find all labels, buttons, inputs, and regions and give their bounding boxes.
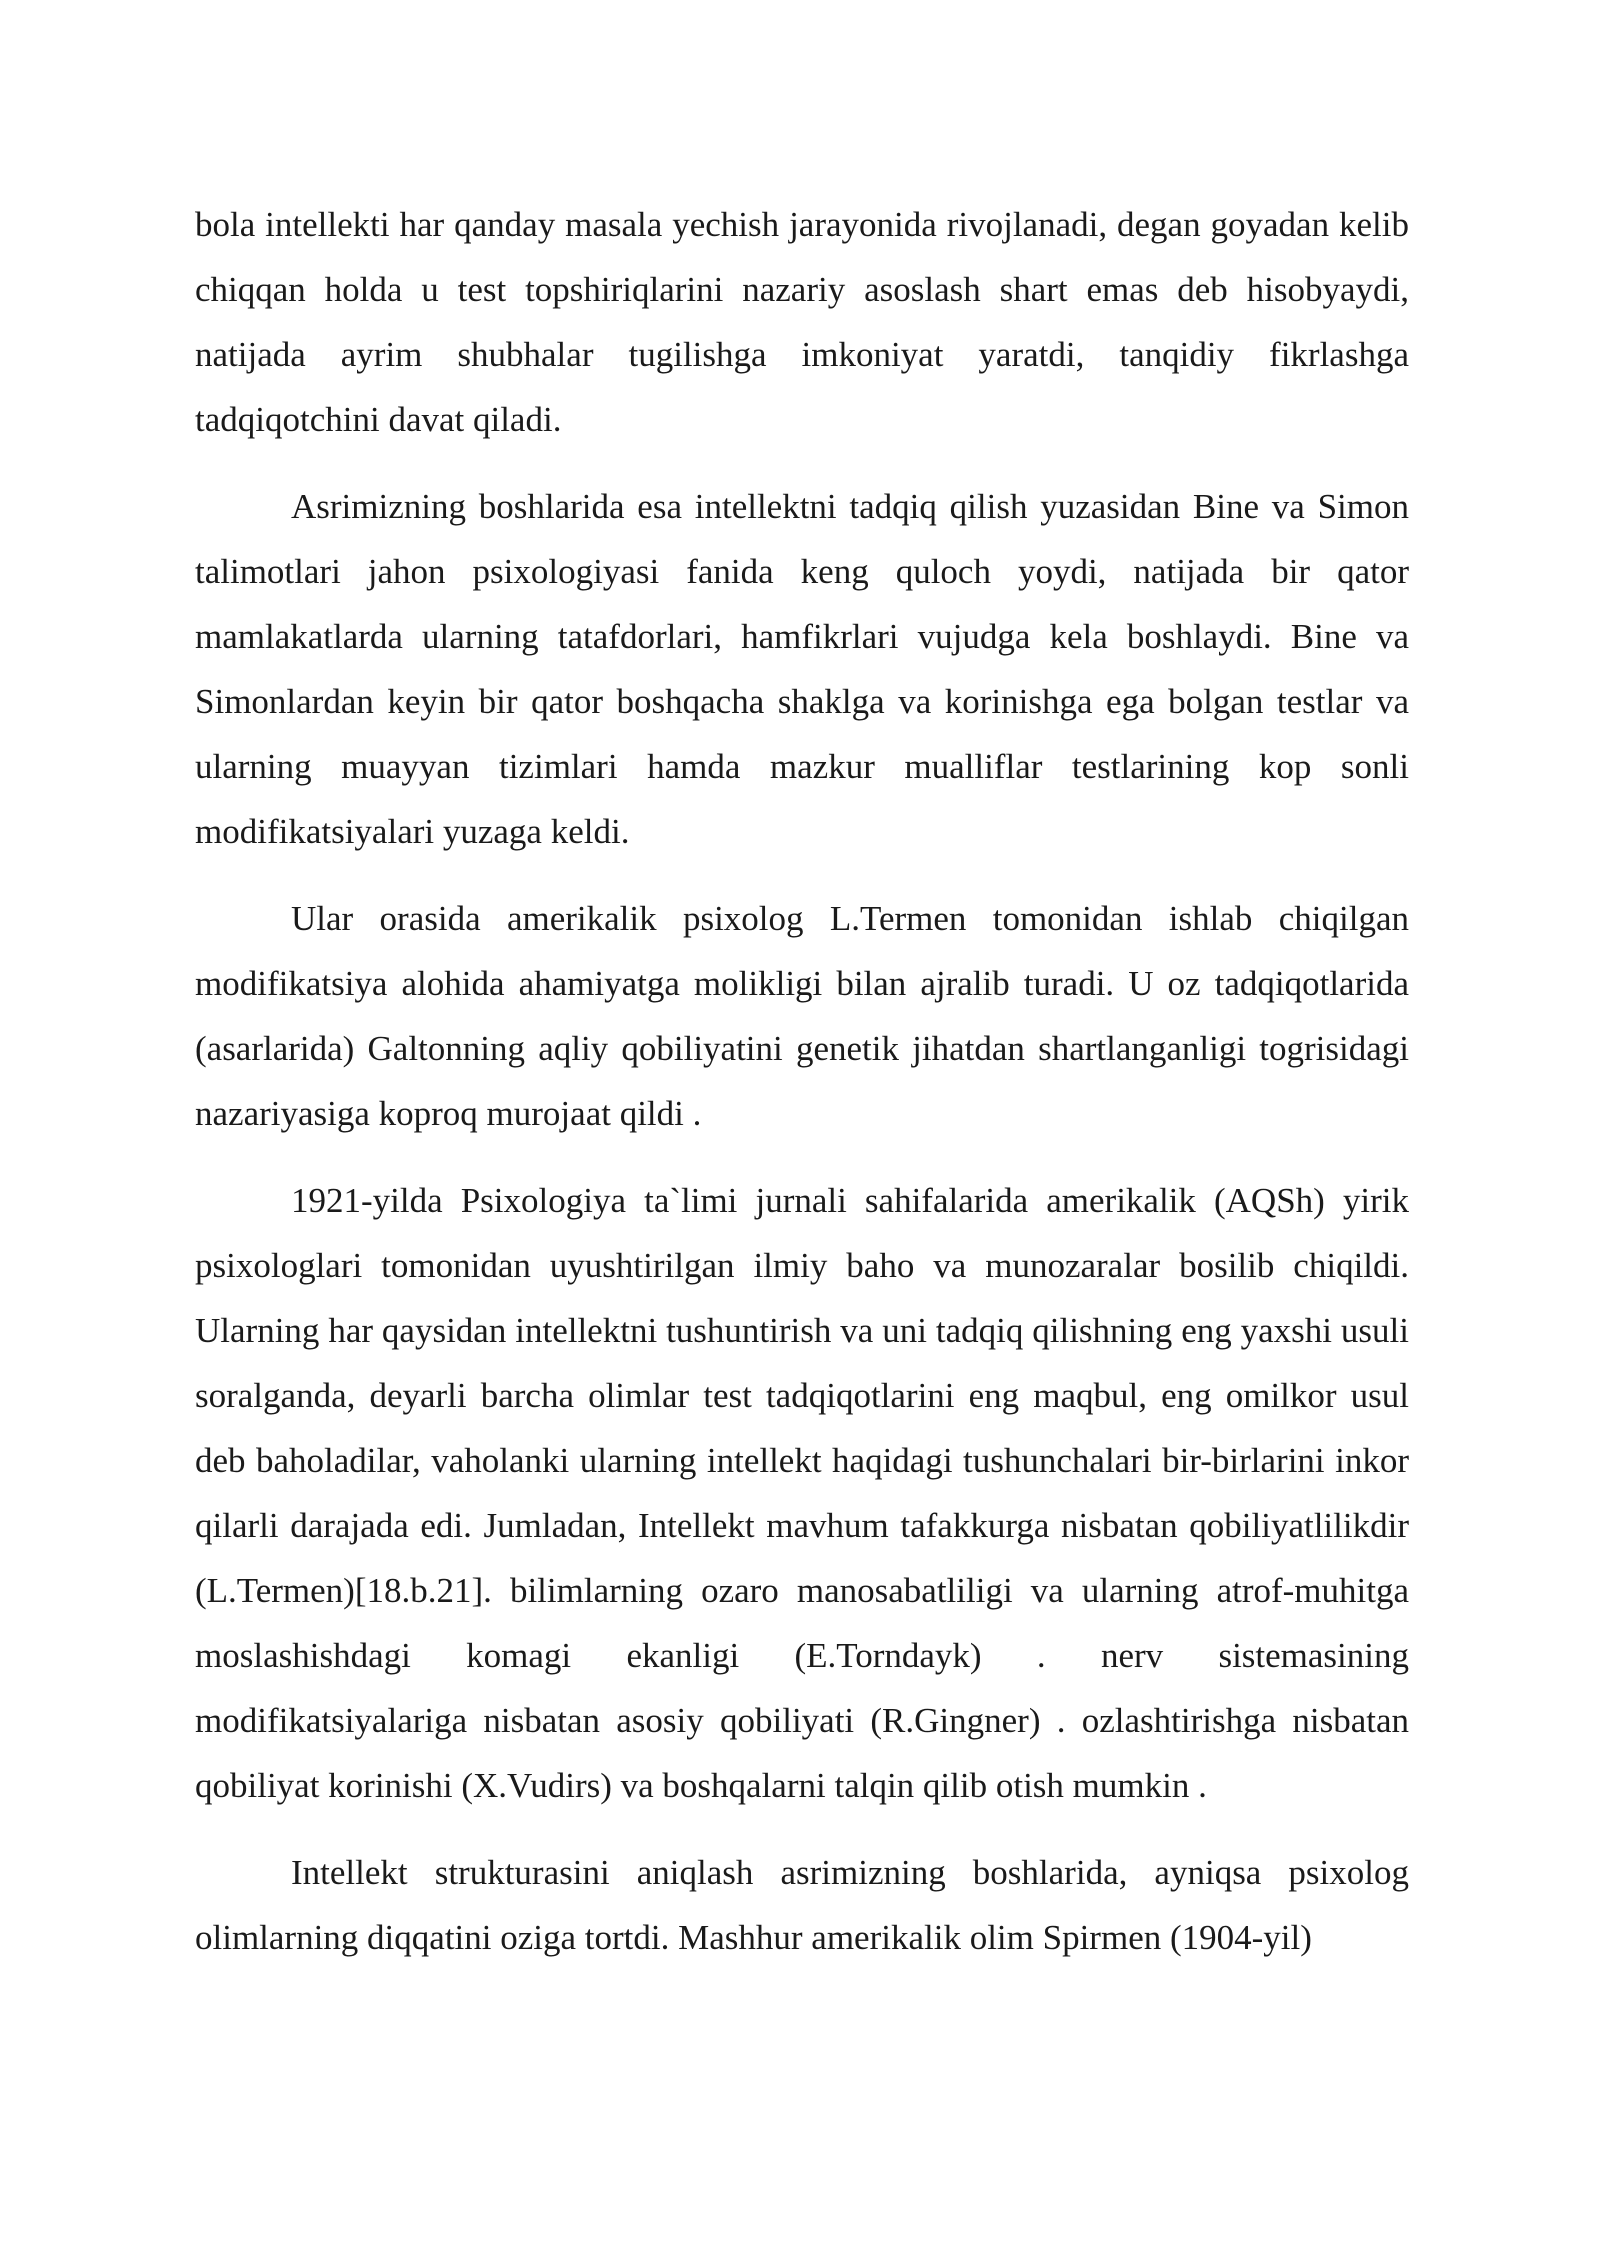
paragraph-2: Asrimizning boshlarida esa intellektni tadqiq qilish yuzasidan Bine va Simon talimotlari jahon psixologiyasi fanida keng quloch yoydi, natijada bir qator mamlakatlarda ularning tatafdorlari, hamfikrlari vujudga kela boshlaydi. Bine va Simonlardan keyin bir qator boshqacha shaklga va korinishga ega bolgan testlar va ularning muayyan tizimlari hamda mazkur mualliflar testlarining kop sonli modifikatsiyalari yuzaga keldi. [195,487,1409,851]
paragraph-4: 1921-yilda Psixologiya ta`limi jurnali sahifalarida amerikalik (AQSh) yirik psixologlari tomonidan uyushtirilgan ilmiy baho va munozaralar bosilib chiqildi. Ularning har qaysidan intellektni tushuntirish va uni tadqiq qilishning eng yaxshi usuli soralganda, deyarli barcha olimlar test tadqiqotlarini eng maqbul, eng omilkor usul deb baholadilar, vaholanki ularning intellekt haqidagi tushunchalari bir-birlarini inkor qilarli darajada edi. Jumladan, Intellekt mavhum tafakkurga nisbatan qobiliyatlilikdir (L.Termen)[18.b.21]. bilimlarning ozaro manosabatliligi va ularning atrof-muhitga moslashishdagi komagi ekanligi (E.Torndayk) . nerv sistemasining modifikatsiyalariga nisbatan asosiy qobiliyati (R.Gingner) . ozlashtirishga nisbatan qobiliyat korinishi (X.Vudirs) va boshqalarni talqin qilib otish mumkin . [195,1181,1409,1805]
paragraph-1: bola intellekti har qanday masala yechish jarayonida rivojlanadi, degan goyadan kelib chiqqan holda u test topshiriqlarini nazariy asoslash shart emas deb hisobyaydi, natijada ayrim shubhalar tugilishga imkoniyat yaratdi, tanqidiy fikrlashga tadqiqotchini davat qiladi. [195,205,1409,439]
paragraph-3: Ular orasida amerikalik psixolog L.Termen tomonidan ishlab chiqilgan modifikatsiya alohida ahamiyatga molikligi bilan ajralib turadi. U oz tadqiqotlarida (asarlarida) Galtonning aqliy qobiliyatini genetik jihatdan shartlanganligi togrisidagi nazariyasiga koproq murojaat qildi . [195,899,1409,1133]
paragraph-5: Intellekt strukturasini aniqlash asrimizning boshlarida, ayniqsa psixolog olimlarning diqqatini oziga tortdi. Mashhur amerikalik olim Spirmen (1904-yil) [195,1853,1409,1957]
body-text [195,192,1409,1992]
